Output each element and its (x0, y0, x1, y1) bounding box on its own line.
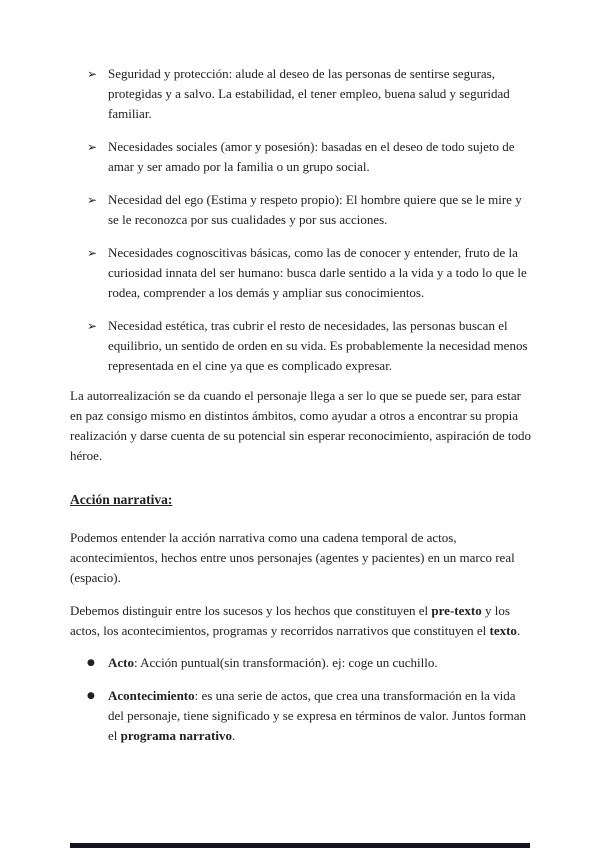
list-item (70, 64, 534, 124)
podemos-paragraph: Podemos entender la acción narrativa como una cadena temporal de actos, acontecimientos, hechos entre unos personajes (agentes y pacientes) en un marco real (espacio). (70, 530, 515, 585)
list-item (70, 316, 534, 376)
bullet-text: Acto: Acción puntual(sin transformación). ej: coge un cuchillo. (108, 655, 438, 670)
debemos-paragraph: Debemos distinguir entre los sucesos y los hechos que constituyen el pre-texto y los actos, los acontecimientos, programas y recorridos narrativos que constituyen el texto. (70, 603, 521, 638)
bullet-text: Necesidad estética, tras cubrir el resto de necesidades, las personas buscan el equilibrio, un sentido de orden en su vida. Es probablemente la necesidad menos representada en el cine ya que es complicado expresar. (108, 318, 528, 373)
section-heading: Acción narrativa: (70, 492, 173, 507)
bullet-text: Necesidades sociales (amor y posesión): basadas en el deseo de todo sujeto de amar y ser amado por la familia o un grupo social. (108, 139, 515, 174)
list-item (70, 686, 534, 746)
arrow-bullet-icon: ➢ (87, 319, 98, 333)
list-item (70, 653, 534, 673)
dot-bullet-icon: ● (87, 691, 95, 701)
maslow-bullet-list (70, 64, 534, 376)
bullet-text: Necesidad del ego (Estima y respeto propio): El hombre quiere que se le mire y se le reconozca por sus cualidades y por sus acciones. (108, 192, 522, 227)
cropped-bottom-element (70, 843, 530, 848)
document-content (70, 64, 534, 746)
bullet-text: Seguridad y protección: alude al deseo de las personas de sentirse seguras, protegidas y a salvo. La estabilidad, el tener empleo, buena salud y seguridad familiar. (108, 66, 510, 121)
list-item (70, 137, 534, 177)
dot-bullet-icon: ● (87, 658, 95, 668)
list-item (70, 243, 534, 303)
bullet-text: Necesidades cognoscitivas básicas, como las de conocer y entender, fruto de la curiosidad innata del ser humano: busca darle sentido a la vida y a todo lo que le rodea, comprender a los demás y ampliar sus conocimientos. (108, 245, 527, 300)
arrow-bullet-icon: ➢ (87, 193, 98, 207)
autorrealizacion-paragraph: La autorrealización se da cuando el personaje llega a ser lo que se puede ser, para estar en paz consigo mismo en distintos ámbitos, como ayudar a otros a encontrar su propia realización y darse cuenta de su potencial sin esperar reconocimiento, aspiración de todo héroe. (70, 388, 531, 463)
arrow-bullet-icon: ➢ (87, 67, 98, 81)
arrow-bullet-icon: ➢ (87, 140, 98, 154)
bullet-text: Acontecimiento: es una serie de actos, que crea una transformación en la vida del personaje, tiene significado y se expresa en términos de valor. Juntos forman el programa narrativo. (108, 688, 527, 743)
narrative-bullet-list (70, 653, 534, 746)
list-item (70, 190, 534, 230)
arrow-bullet-icon: ➢ (87, 246, 98, 260)
